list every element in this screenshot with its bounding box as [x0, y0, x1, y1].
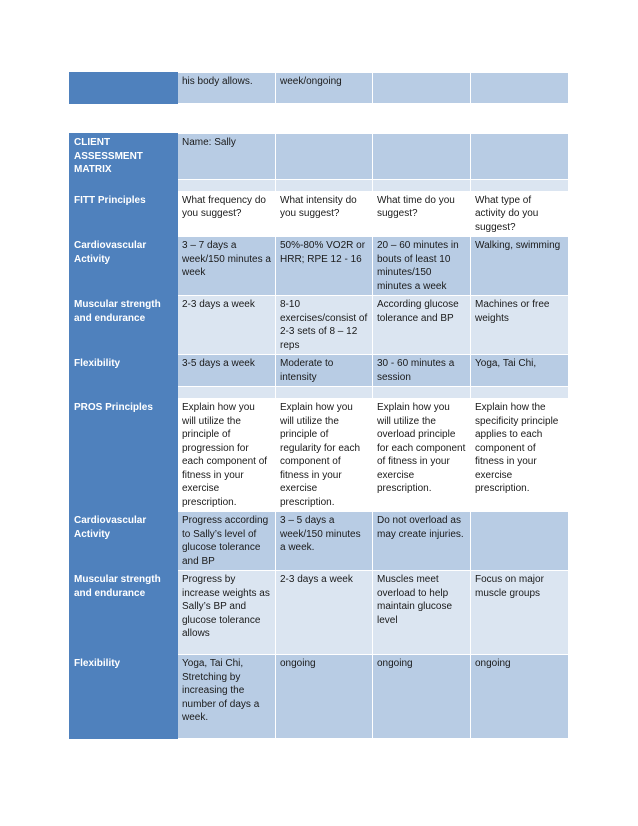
table-cell: According glucose tolerance and BP	[373, 296, 471, 355]
table-cell	[373, 73, 471, 104]
pros-principles-header: PROS Principles	[70, 399, 178, 512]
row-header-cell: Flexibility	[70, 355, 178, 387]
spacer-cell	[178, 387, 276, 399]
client-assessment-matrix	[69, 133, 569, 739]
frequency-question: What frequency do you suggest?	[178, 191, 276, 237]
table-row	[70, 512, 569, 571]
table-cell: 3 – 5 days a week/150 minutes a week.	[276, 512, 373, 571]
table-cell: Yoga, Tai Chi, Stretching by increasing the number of days a week.	[178, 655, 276, 739]
row-header-cell: Muscular strength and endurance	[70, 296, 178, 355]
row-header-cell: Cardiovascular Activity	[70, 512, 178, 571]
table-cell: Do not overload as may create injuries.	[373, 512, 471, 571]
spacer-row	[70, 179, 569, 191]
fitt-header-row	[70, 191, 569, 237]
table-cell: 50%-80% VO2R or HRR; RPE 12 - 16	[276, 237, 373, 296]
spacer-cell	[373, 387, 471, 399]
matrix-title: CLIENT ASSESSMENT MATRIX	[70, 134, 178, 180]
table-row	[70, 355, 569, 387]
table-cell: ongoing	[276, 655, 373, 739]
table-cell: 2-3 days a week	[276, 571, 373, 655]
pros-header-row	[70, 399, 569, 512]
table-cell: ongoing	[373, 655, 471, 739]
spacer-cell	[373, 179, 471, 191]
type-question: What type of activity do you suggest?	[471, 191, 569, 237]
table-cell: his body allows.	[178, 73, 276, 104]
overload-question: Explain how you will utilize the overload principle for each component of fitness in your exercise prescription.	[373, 399, 471, 512]
table-cell: ongoing	[471, 655, 569, 739]
table-cell	[471, 512, 569, 571]
table-row	[70, 296, 569, 355]
table-cell: Muscles meet overload to help maintain glucose level	[373, 571, 471, 655]
spacer-cell	[276, 179, 373, 191]
table-cell: 30 - 60 minutes a session	[373, 355, 471, 387]
table-cell: Progress by increase weights as Sally’s BP and glucose tolerance allows	[178, 571, 276, 655]
spacer-cell	[471, 179, 569, 191]
table-cell: Focus on major muscle groups	[471, 571, 569, 655]
spacer-cell	[70, 179, 178, 191]
table-cell	[471, 134, 569, 180]
spacer-cell	[276, 387, 373, 399]
table-cell: 20 – 60 minutes in bouts of least 10 minutes/150 minutes a week	[373, 237, 471, 296]
table-cell: 2-3 days a week	[178, 296, 276, 355]
spacer-cell	[178, 179, 276, 191]
regularity-question: Explain how you will utilize the principle of regularity for each component of fitness in your exercise prescription.	[276, 399, 373, 512]
table-row	[70, 655, 569, 739]
progression-question: Explain how you will utilize the principle of progression for each component of fitness in your exercise prescription.	[178, 399, 276, 512]
table-cell	[276, 134, 373, 180]
fitt-principles-header: FITT Principles	[70, 191, 178, 237]
table-row	[70, 571, 569, 655]
table-cell	[471, 73, 569, 104]
table-cell: 3-5 days a week	[178, 355, 276, 387]
table-cell: Machines or free weights	[471, 296, 569, 355]
spacer-row	[70, 387, 569, 399]
specificity-question: Explain how the specificity principle applies to each component of fitness in your exercise prescription.	[471, 399, 569, 512]
table-cell: Moderate to intensity	[276, 355, 373, 387]
spacer-cell	[70, 387, 178, 399]
row-header-cell: Muscular strength and endurance	[70, 571, 178, 655]
table-cell: Yoga, Tai Chi,	[471, 355, 569, 387]
table-cell: Progress according to Sally’s level of glucose tolerance and BP	[178, 512, 276, 571]
time-question: What time do you suggest?	[373, 191, 471, 237]
table-cell	[373, 134, 471, 180]
row-header-cell	[70, 73, 178, 104]
table-cell: Walking, swimming	[471, 237, 569, 296]
table-row	[70, 237, 569, 296]
table-cell: week/ongoing	[276, 73, 373, 104]
row-header-cell: Cardiovascular Activity	[70, 237, 178, 296]
intensity-question: What intensity do you suggest?	[276, 191, 373, 237]
table-cell: 8-10 exercises/consist of 2-3 sets of 8 – 12 reps	[276, 296, 373, 355]
table-cell: 3 – 7 days a week/150 minutes a week	[178, 237, 276, 296]
table-row	[70, 73, 569, 104]
spacer-cell	[471, 387, 569, 399]
row-header-cell: Flexibility	[70, 655, 178, 739]
client-name: Name: Sally	[178, 134, 276, 180]
top-table	[69, 72, 569, 104]
matrix-title-row	[70, 134, 569, 180]
